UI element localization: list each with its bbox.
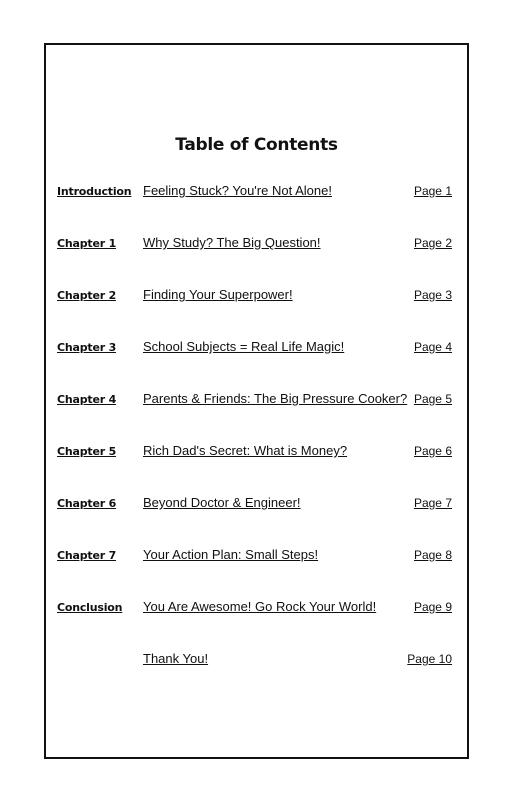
toc-chapter-label: Introduction [57,185,132,198]
toc-entry-chapter-7[interactable] [46,547,467,567]
toc-heading-link[interactable]: Why Study? The Big Question! [143,235,321,250]
toc-chapter-label: Chapter 4 [57,393,117,406]
toc-page-link[interactable]: Page 4 [413,340,452,354]
toc-entry-conclusion[interactable] [46,599,467,619]
toc-page-link[interactable]: Page 6 [413,444,452,458]
toc-chapter-label: Chapter 3 [57,341,117,354]
toc-heading-link[interactable]: School Subjects = Real Life Magic! [143,339,345,354]
toc-page-link[interactable]: Page 3 [413,288,452,302]
toc-chapter-label: Chapter 1 [57,237,117,250]
toc-heading-link[interactable]: Thank You! [143,651,209,666]
toc-entry-introduction[interactable] [46,183,467,203]
toc-heading-link[interactable]: Finding Your Superpower! [143,287,293,302]
toc-heading-link[interactable]: Rich Dad's Secret: What is Money? [143,443,348,458]
toc-entry-chapter-5[interactable] [46,443,467,463]
toc-entry-chapter-4[interactable] [46,391,467,411]
toc-page-link[interactable]: Page 2 [413,236,452,250]
toc-title: Table of Contents [175,135,338,155]
toc-heading-link[interactable]: You Are Awesome! Go Rock Your World! [143,599,377,614]
toc-entry-chapter-6[interactable] [46,495,467,515]
toc-chapter-label: Chapter 7 [57,549,117,562]
toc-page-link[interactable]: Page 1 [413,184,452,198]
toc-chapter-label: Chapter 2 [57,289,117,302]
toc-entry-chapter-3[interactable] [46,339,467,359]
toc-heading-link[interactable]: Feeling Stuck? You're Not Alone! [143,183,332,198]
toc-chapter-label: Chapter 5 [57,445,117,458]
toc-chapter-label: Chapter 6 [57,497,117,510]
toc-page-link[interactable]: Page 9 [413,600,452,614]
toc-chapter-label: Conclusion [57,601,123,614]
toc-heading-link[interactable]: Your Action Plan: Small Steps! [143,547,319,562]
toc-page-link[interactable]: Page 7 [413,496,452,510]
toc-page-link[interactable]: Page 8 [413,548,452,562]
toc-entry-chapter-1[interactable] [46,235,467,255]
toc-page-link[interactable]: Page 5 [413,392,452,406]
toc-entry-thank-you[interactable] [46,651,467,671]
toc-page-link[interactable]: Page 10 [407,652,452,666]
toc-heading-link[interactable]: Beyond Doctor & Engineer! [143,495,301,510]
toc-entry-chapter-2[interactable] [46,287,467,307]
page-frame [44,43,469,759]
toc-heading-link[interactable]: Parents & Friends: The Big Pressure Cooker? [143,391,408,406]
